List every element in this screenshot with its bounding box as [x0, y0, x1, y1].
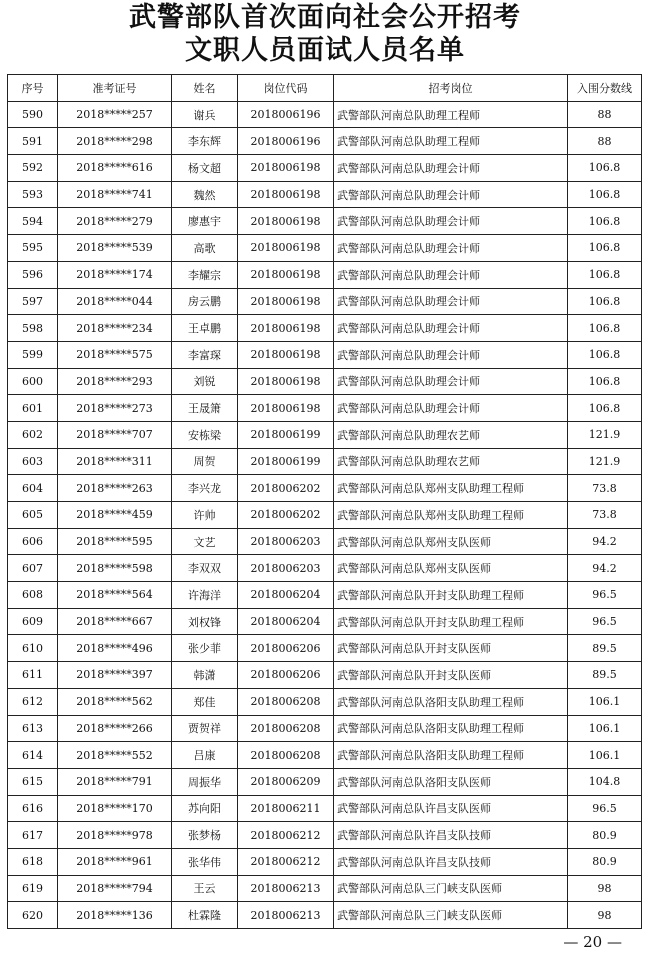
- table-row: [8, 555, 642, 582]
- cell-seq: 606: [8, 528, 58, 555]
- cell-position: 武警部队河南总队洛阳支队助理工程师: [334, 715, 568, 742]
- cell-position-code: 2018006204: [238, 608, 334, 635]
- cell-position: 武警部队河南总队助理农艺师: [334, 421, 568, 448]
- cell-name: 李东辉: [172, 128, 238, 155]
- cell-position-code: 2018006199: [238, 421, 334, 448]
- table-row: [8, 475, 642, 502]
- table-row: [8, 155, 642, 182]
- table-row: [8, 715, 642, 742]
- cell-seq: 591: [8, 128, 58, 155]
- cell-seq: 616: [8, 795, 58, 822]
- cell-name: 杜霖隆: [172, 902, 238, 929]
- cell-position: 武警部队河南总队助理会计师: [334, 368, 568, 395]
- cell-seq: 602: [8, 421, 58, 448]
- document-title-line1: 武警部队首次面向社会公开招考: [129, 2, 521, 33]
- cell-position-code: 2018006198: [238, 181, 334, 208]
- cell-name: 魏然: [172, 181, 238, 208]
- cell-name: 文艺: [172, 528, 238, 555]
- table-row: [8, 101, 642, 128]
- cell-position-code: 2018006212: [238, 822, 334, 849]
- table-row: [8, 368, 642, 395]
- cell-seq: 612: [8, 688, 58, 715]
- cell-ticket-no: 2018*****279: [58, 208, 172, 235]
- table-row: [8, 795, 642, 822]
- cell-position-code: 2018006204: [238, 582, 334, 609]
- table-row: [8, 902, 642, 929]
- cell-position-code: 2018006198: [238, 155, 334, 182]
- cell-name: 贾贺祥: [172, 715, 238, 742]
- cell-position: 武警部队河南总队助理会计师: [334, 395, 568, 422]
- cell-name: 刘权锋: [172, 608, 238, 635]
- cell-cutoff-score: 121.9: [568, 421, 642, 448]
- cell-cutoff-score: 106.8: [568, 341, 642, 368]
- cell-name: 苏向阳: [172, 795, 238, 822]
- cell-position-code: 2018006208: [238, 688, 334, 715]
- cell-seq: 594: [8, 208, 58, 235]
- cell-position-code: 2018006196: [238, 128, 334, 155]
- cell-position: 武警部队河南总队开封支队医师: [334, 662, 568, 689]
- cell-ticket-no: 2018*****257: [58, 101, 172, 128]
- cell-ticket-no: 2018*****707: [58, 421, 172, 448]
- cell-seq: 599: [8, 341, 58, 368]
- cell-position-code: 2018006198: [238, 288, 334, 315]
- cell-name: 王晟箫: [172, 395, 238, 422]
- cell-ticket-no: 2018*****667: [58, 608, 172, 635]
- header-name: 姓名: [172, 75, 238, 102]
- cell-seq: 604: [8, 475, 58, 502]
- cell-cutoff-score: 106.8: [568, 368, 642, 395]
- table-row: [8, 395, 642, 422]
- cell-cutoff-score: 106.8: [568, 208, 642, 235]
- table-row: [8, 261, 642, 288]
- cell-ticket-no: 2018*****595: [58, 528, 172, 555]
- cell-ticket-no: 2018*****791: [58, 768, 172, 795]
- cell-name: 韩潇: [172, 662, 238, 689]
- cell-cutoff-score: 73.8: [568, 502, 642, 529]
- cell-seq: 619: [8, 875, 58, 902]
- table-row: [8, 742, 642, 769]
- cell-name: 杨文超: [172, 155, 238, 182]
- cell-cutoff-score: 94.2: [568, 555, 642, 582]
- cell-cutoff-score: 106.8: [568, 261, 642, 288]
- table-row: [8, 128, 642, 155]
- cell-name: 许海洋: [172, 582, 238, 609]
- cell-seq: 609: [8, 608, 58, 635]
- cell-position: 武警部队河南总队开封支队医师: [334, 635, 568, 662]
- cell-ticket-no: 2018*****044: [58, 288, 172, 315]
- cell-name: 郑佳: [172, 688, 238, 715]
- cell-position-code: 2018006208: [238, 742, 334, 769]
- cell-ticket-no: 2018*****616: [58, 155, 172, 182]
- cell-position-code: 2018006198: [238, 315, 334, 342]
- cell-ticket-no: 2018*****459: [58, 502, 172, 529]
- cell-seq: 597: [8, 288, 58, 315]
- cell-position: 武警部队河南总队郑州支队助理工程师: [334, 475, 568, 502]
- cell-position: 武警部队河南总队许昌支队技师: [334, 848, 568, 875]
- header-cutoff-score: 入围分数线: [568, 75, 642, 102]
- cell-ticket-no: 2018*****136: [58, 902, 172, 929]
- cell-position: 武警部队河南总队助理工程师: [334, 128, 568, 155]
- cell-position-code: 2018006209: [238, 768, 334, 795]
- cell-seq: 618: [8, 848, 58, 875]
- cell-position-code: 2018006202: [238, 502, 334, 529]
- cell-cutoff-score: 89.5: [568, 635, 642, 662]
- interview-list-table: [7, 74, 642, 929]
- cell-position: 武警部队河南总队助理工程师: [334, 101, 568, 128]
- cell-ticket-no: 2018*****170: [58, 795, 172, 822]
- cell-ticket-no: 2018*****539: [58, 235, 172, 262]
- table-row: [8, 635, 642, 662]
- cell-cutoff-score: 106.1: [568, 688, 642, 715]
- cell-position: 武警部队河南总队开封支队助理工程师: [334, 608, 568, 635]
- cell-cutoff-score: 94.2: [568, 528, 642, 555]
- cell-name: 谢兵: [172, 101, 238, 128]
- cell-cutoff-score: 80.9: [568, 848, 642, 875]
- cell-name: 周贺: [172, 448, 238, 475]
- table-row: [8, 662, 642, 689]
- cell-position-code: 2018006206: [238, 635, 334, 662]
- cell-position: 武警部队河南总队洛阳支队助理工程师: [334, 688, 568, 715]
- cell-seq: 593: [8, 181, 58, 208]
- table-row: [8, 768, 642, 795]
- cell-position: 武警部队河南总队洛阳支队助理工程师: [334, 742, 568, 769]
- cell-cutoff-score: 121.9: [568, 448, 642, 475]
- page-number: — 20 —: [563, 933, 622, 951]
- cell-name: 王云: [172, 875, 238, 902]
- cell-position: 武警部队河南总队郑州支队医师: [334, 555, 568, 582]
- cell-position-code: 2018006198: [238, 341, 334, 368]
- cell-position-code: 2018006198: [238, 395, 334, 422]
- cell-name: 周振华: [172, 768, 238, 795]
- table-row: [8, 288, 642, 315]
- cell-cutoff-score: 106.8: [568, 155, 642, 182]
- table-row: [8, 448, 642, 475]
- cell-position-code: 2018006212: [238, 848, 334, 875]
- table-row: [8, 848, 642, 875]
- cell-position: 武警部队河南总队助理会计师: [334, 341, 568, 368]
- cell-position: 武警部队河南总队助理会计师: [334, 261, 568, 288]
- cell-seq: 603: [8, 448, 58, 475]
- cell-seq: 613: [8, 715, 58, 742]
- cell-position-code: 2018006198: [238, 208, 334, 235]
- cell-position-code: 2018006199: [238, 448, 334, 475]
- cell-position-code: 2018006206: [238, 662, 334, 689]
- cell-cutoff-score: 106.1: [568, 742, 642, 769]
- cell-position: 武警部队河南总队助理农艺师: [334, 448, 568, 475]
- cell-seq: 596: [8, 261, 58, 288]
- cell-ticket-no: 2018*****575: [58, 341, 172, 368]
- cell-seq: 615: [8, 768, 58, 795]
- cell-name: 张梦杨: [172, 822, 238, 849]
- cell-cutoff-score: 80.9: [568, 822, 642, 849]
- cell-position: 武警部队河南总队许昌支队技师: [334, 822, 568, 849]
- cell-cutoff-score: 96.5: [568, 608, 642, 635]
- cell-ticket-no: 2018*****598: [58, 555, 172, 582]
- cell-position: 武警部队河南总队助理会计师: [334, 208, 568, 235]
- cell-seq: 608: [8, 582, 58, 609]
- cell-position-code: 2018006203: [238, 528, 334, 555]
- cell-name: 王卓鹏: [172, 315, 238, 342]
- cell-position-code: 2018006196: [238, 101, 334, 128]
- table-body: [8, 101, 642, 928]
- cell-ticket-no: 2018*****311: [58, 448, 172, 475]
- cell-name: 安栋梁: [172, 421, 238, 448]
- cell-cutoff-score: 96.5: [568, 582, 642, 609]
- cell-position: 武警部队河南总队助理会计师: [334, 155, 568, 182]
- table-row: [8, 502, 642, 529]
- cell-ticket-no: 2018*****298: [58, 128, 172, 155]
- cell-name: 刘锐: [172, 368, 238, 395]
- cell-seq: 607: [8, 555, 58, 582]
- cell-ticket-no: 2018*****741: [58, 181, 172, 208]
- cell-ticket-no: 2018*****562: [58, 688, 172, 715]
- cell-seq: 617: [8, 822, 58, 849]
- table-header-row: [8, 75, 642, 102]
- cell-name: 许帅: [172, 502, 238, 529]
- cell-position: 武警部队河南总队郑州支队医师: [334, 528, 568, 555]
- cell-position-code: 2018006213: [238, 875, 334, 902]
- table-row: [8, 822, 642, 849]
- cell-ticket-no: 2018*****273: [58, 395, 172, 422]
- cell-ticket-no: 2018*****564: [58, 582, 172, 609]
- header-ticket-no: 准考证号: [58, 75, 172, 102]
- cell-cutoff-score: 88: [568, 101, 642, 128]
- cell-position-code: 2018006208: [238, 715, 334, 742]
- cell-name: 李耀宗: [172, 261, 238, 288]
- cell-position: 武警部队河南总队郑州支队助理工程师: [334, 502, 568, 529]
- table-row: [8, 582, 642, 609]
- cell-position: 武警部队河南总队助理会计师: [334, 288, 568, 315]
- cell-name: 高歌: [172, 235, 238, 262]
- cell-position-code: 2018006202: [238, 475, 334, 502]
- cell-position: 武警部队河南总队助理会计师: [334, 315, 568, 342]
- cell-cutoff-score: 96.5: [568, 795, 642, 822]
- cell-ticket-no: 2018*****794: [58, 875, 172, 902]
- cell-seq: 601: [8, 395, 58, 422]
- header-seq: 序号: [8, 75, 58, 102]
- cell-name: 廖惠宇: [172, 208, 238, 235]
- cell-seq: 614: [8, 742, 58, 769]
- cell-position: 武警部队河南总队三门峡支队医师: [334, 875, 568, 902]
- cell-ticket-no: 2018*****174: [58, 261, 172, 288]
- table-row: [8, 421, 642, 448]
- cell-cutoff-score: 73.8: [568, 475, 642, 502]
- cell-position: 武警部队河南总队洛阳支队医师: [334, 768, 568, 795]
- cell-seq: 600: [8, 368, 58, 395]
- cell-seq: 610: [8, 635, 58, 662]
- cell-seq: 590: [8, 101, 58, 128]
- table-row: [8, 235, 642, 262]
- table-row: [8, 315, 642, 342]
- cell-seq: 598: [8, 315, 58, 342]
- cell-name: 张少菲: [172, 635, 238, 662]
- table-row: [8, 688, 642, 715]
- table-row: [8, 181, 642, 208]
- cell-position: 武警部队河南总队助理会计师: [334, 235, 568, 262]
- cell-name: 李富琛: [172, 341, 238, 368]
- cell-seq: 592: [8, 155, 58, 182]
- cell-position: 武警部队河南总队三门峡支队医师: [334, 902, 568, 929]
- header-position-code: 岗位代码: [238, 75, 334, 102]
- cell-position-code: 2018006211: [238, 795, 334, 822]
- cell-cutoff-score: 106.8: [568, 395, 642, 422]
- cell-cutoff-score: 88: [568, 128, 642, 155]
- table-row: [8, 208, 642, 235]
- cell-position: 武警部队河南总队开封支队助理工程师: [334, 582, 568, 609]
- cell-position-code: 2018006203: [238, 555, 334, 582]
- cell-cutoff-score: 106.8: [568, 315, 642, 342]
- cell-cutoff-score: 106.8: [568, 288, 642, 315]
- cell-seq: 605: [8, 502, 58, 529]
- cell-ticket-no: 2018*****266: [58, 715, 172, 742]
- cell-seq: 611: [8, 662, 58, 689]
- cell-cutoff-score: 106.8: [568, 181, 642, 208]
- cell-ticket-no: 2018*****234: [58, 315, 172, 342]
- cell-ticket-no: 2018*****263: [58, 475, 172, 502]
- cell-ticket-no: 2018*****978: [58, 822, 172, 849]
- cell-cutoff-score: 106.1: [568, 715, 642, 742]
- cell-name: 吕康: [172, 742, 238, 769]
- cell-seq: 620: [8, 902, 58, 929]
- cell-ticket-no: 2018*****397: [58, 662, 172, 689]
- cell-name: 李双双: [172, 555, 238, 582]
- table-row: [8, 875, 642, 902]
- cell-position-code: 2018006198: [238, 368, 334, 395]
- cell-name: 张华伟: [172, 848, 238, 875]
- cell-position-code: 2018006213: [238, 902, 334, 929]
- cell-position: 武警部队河南总队许昌支队医师: [334, 795, 568, 822]
- cell-seq: 595: [8, 235, 58, 262]
- cell-position-code: 2018006198: [238, 261, 334, 288]
- cell-name: 房云鹏: [172, 288, 238, 315]
- cell-cutoff-score: 106.8: [568, 235, 642, 262]
- table-row: [8, 341, 642, 368]
- cell-cutoff-score: 104.8: [568, 768, 642, 795]
- cell-position-code: 2018006198: [238, 235, 334, 262]
- cell-ticket-no: 2018*****496: [58, 635, 172, 662]
- cell-cutoff-score: 98: [568, 875, 642, 902]
- cell-position: 武警部队河南总队助理会计师: [334, 181, 568, 208]
- document-title-line2: 文职人员面试人员名单: [185, 35, 465, 66]
- table-row: [8, 608, 642, 635]
- cell-name: 李兴龙: [172, 475, 238, 502]
- cell-ticket-no: 2018*****552: [58, 742, 172, 769]
- table-row: [8, 528, 642, 555]
- cell-ticket-no: 2018*****961: [58, 848, 172, 875]
- header-position: 招考岗位: [334, 75, 568, 102]
- cell-ticket-no: 2018*****293: [58, 368, 172, 395]
- cell-cutoff-score: 89.5: [568, 662, 642, 689]
- cell-cutoff-score: 98: [568, 902, 642, 929]
